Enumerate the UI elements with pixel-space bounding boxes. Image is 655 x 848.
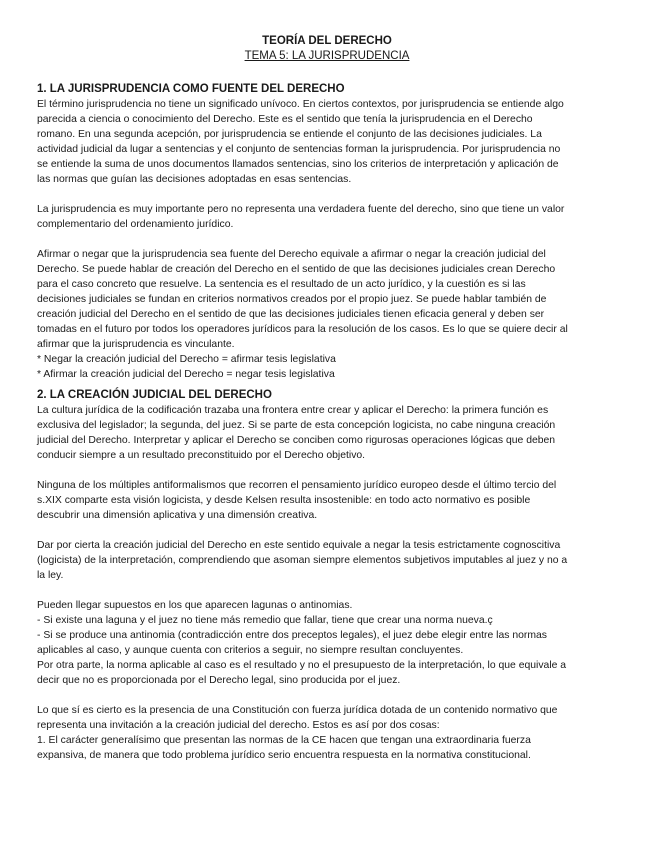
spacer <box>37 187 617 202</box>
section-1-paragraph-1: El término jurisprudencia no tiene un significado unívoco. En ciertos contextos, por jurisprudencia se entiende algo parecida a ciencia o conocimiento del Derecho. Este es el sentido que tenía la jurisprudencia en el Derecho romano. En una segunda acepción, por jurisprudencia se entiende el conjunto de las decisiones judiciales. La actividad judicial da lugar a sentencias y el conjunto de sentencias forman la jurisprudencia. Por jurisprudencia no se entiende la suma de unos documentos llamados sentencias, sino los criterios de interpretación y aplicación de las normas que guían las decisiones adoptadas en esas sentencias. <box>37 99 564 185</box>
spacer <box>37 463 617 478</box>
document-title: TEORÍA DEL DERECHO <box>262 35 392 47</box>
section-1-bullet-1: * Negar la creación judicial del Derecho = afirmar tesis legislativa <box>37 354 336 365</box>
section-2-paragraph-5: Lo que sí es cierto es la presencia de una Constitución con fuerza jurídica dotada de un contenido normativo que representa una invitación a la creación judicial del derecho. Estos es así por dos cosas: 1. El carácter generalísimo que presentan las normas de la CE hacen que tengan una extraordinaria fuerza expansiva, de manera que todo problema jurídico serio encuentra respuesta en la normativa constitucional. <box>37 705 558 761</box>
section-2-heading: 2. LA CREACIÓN JUDICIAL DEL DERECHO <box>37 389 272 401</box>
spacer <box>37 232 617 247</box>
section-1-paragraph-2: La jurisprudencia es muy importante pero no representa una verdadera fuente del derecho, sino que tiene un valor complementario del ordenamiento jurídico. <box>37 204 565 230</box>
section-2-paragraph-3: Dar por cierta la creación judicial del Derecho en este sentido equivale a negar la tesis estrictamente cognoscitiva (logicista) de la interpretación, comprendiendo que asoman siempre elementos subjetivos imputables al juez y no a la ley. <box>37 540 568 581</box>
section-1-bullet-2: * Afirmar la creación judicial del Derecho = negar tesis legislativa <box>37 369 335 380</box>
section-2-paragraph-2: Ninguna de los múltiples antiformalismos que recorren el pensamiento jurídico europeo desde el último tercio del s.XIX comparte esta visión logicista, y desde Kelsen resulta insostenible: en todo acto normativo es posible descubrir una dimensión aplicativa y una dimensión creativa. <box>37 480 557 521</box>
spacer <box>37 523 617 538</box>
document-subtitle: TEMA 5: LA JURISPRUDENCIA <box>244 50 410 62</box>
document-page <box>37 34 617 763</box>
section-1-paragraph-3: Afirmar o negar que la jurisprudencia sea fuente del Derecho equivale a afirmar o negar la creación judicial del Derecho. Se puede hablar de creación del Derecho en el sentido de que las decisiones judiciales crean Derecho para el caso concreto que resuelve. La sentencia es el resultado de un acto jurídico, y la cuestión es si las decisiones judiciales se fundan en criterios normativos creados por el propio juez. Se puede hablar también de creación judicial del Derecho en el sentido de que las decisiones judiciales tienen eficacia general y deben ser tomadas en el futuro por todos los operadores jurídicos para la resolución de los casos. Es lo que se quiere decir al afirmar que la jurisprudencia es vinculante. <box>37 249 568 350</box>
spacer <box>37 583 617 598</box>
section-2-paragraph-1: La cultura jurídica de la codificación trazaba una frontera entre crear y aplicar el Derecho: la primera función es exclusiva del legislador; la segunda, del juez. Si se parte de esta concepción logicista, no cabe ninguna creación judicial del Derecho. Interpretar y aplicar el Derecho se conciben como rigurosas operaciones lógicas que deben conducir siempre a un resultado preconstituido por el Derecho objetivo. <box>37 405 556 461</box>
section-2-paragraph-4: Pueden llegar supuestos en los que aparecen lagunas o antinomias. - Si existe una laguna y el juez no tiene más remedio que fallar, tiene que crear una norma nueva.ç - Si se produce una antinomia (contradicción entre dos preceptos legales), el juez debe elegir entre las normas aplicables al caso, y aunque cuenta con criterios a seguir, no siempre resultan concluyentes. Por otra parte, la norma aplicable al caso es el resultado y no el presupuesto de la interpretación, lo que equivale a decir que no es proporcionada por el Derecho legal, sino producida por el juez. <box>37 600 567 686</box>
section-1-heading: 1. LA JURISPRUDENCIA COMO FUENTE DEL DERECHO <box>37 83 345 95</box>
spacer <box>37 688 617 703</box>
